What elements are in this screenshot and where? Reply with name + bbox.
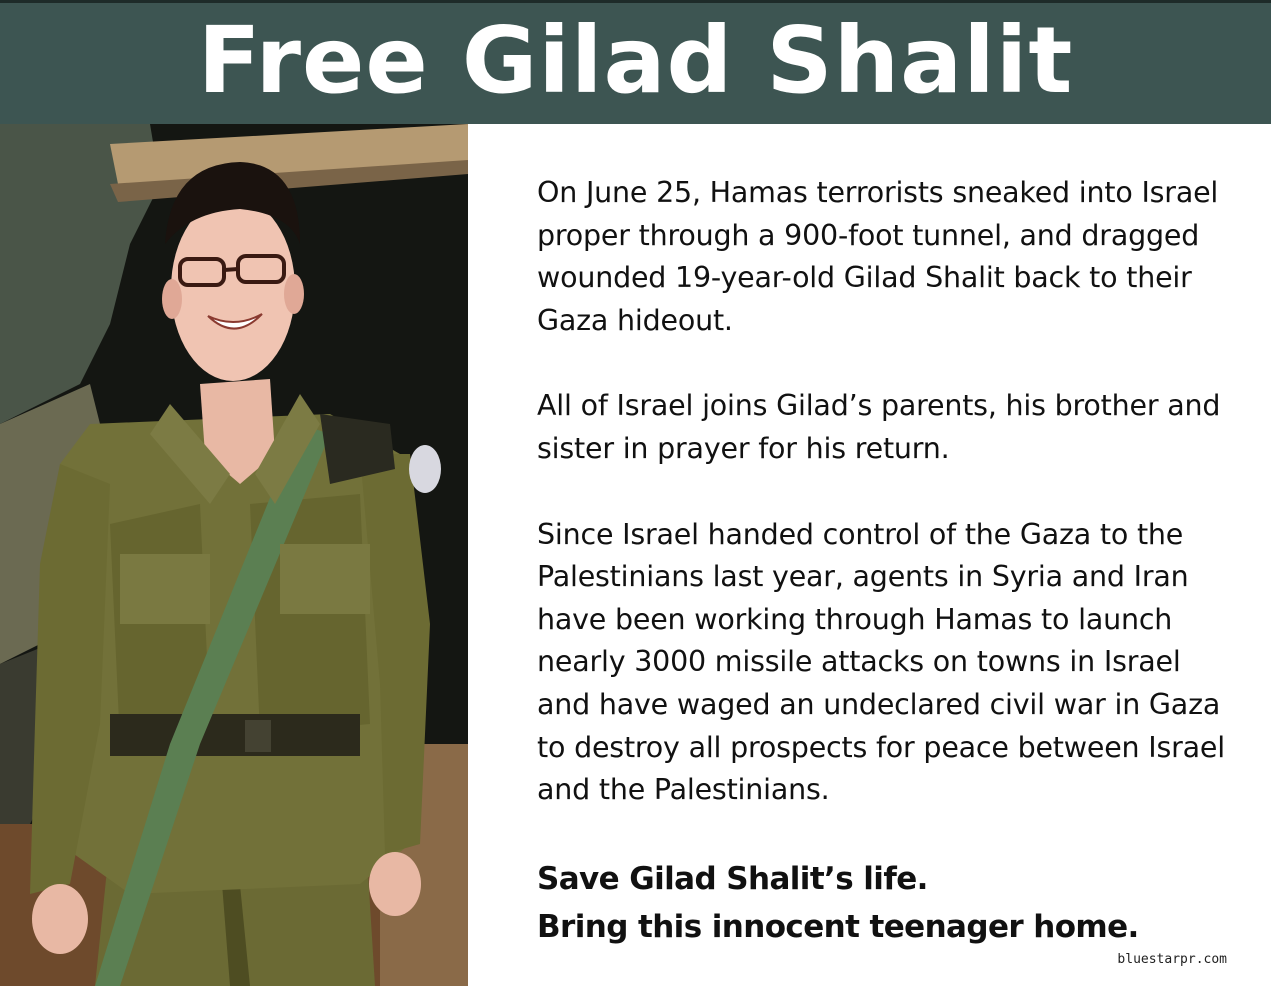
article-body	[537, 172, 1237, 951]
paragraph-3: Since Israel handed control of the Gaza to the Palestinians last year, agents in Syria and Iran have been working through Hamas to launch nearly 3000 missile attacks on towns in Israel and have waged an undeclared civil war in Gaza to destroy all prospects for peace between Israel and the Palestinians.	[537, 517, 1225, 807]
call-to-action	[537, 855, 1237, 951]
paragraph-1: On June 25, Hamas terrorists sneaked into Israel proper through a 900-foot tunnel, and dragged wounded 19-year-old Gilad Shalit back to their Gaza hideout.	[537, 176, 1219, 337]
callout-line-2: Bring this innocent teenager home.	[537, 908, 1139, 945]
soldier-portrait-photo	[0, 124, 468, 986]
title-banner	[0, 0, 1271, 124]
paragraph-2: All of Israel joins Gilad’s parents, his brother and sister in prayer for his return.	[537, 389, 1221, 465]
callout-line-1: Save Gilad Shalit’s life.	[537, 860, 928, 897]
page-title: Free Gilad Shalit	[197, 6, 1074, 114]
source-credit: bluestarpr.com	[1117, 952, 1227, 967]
